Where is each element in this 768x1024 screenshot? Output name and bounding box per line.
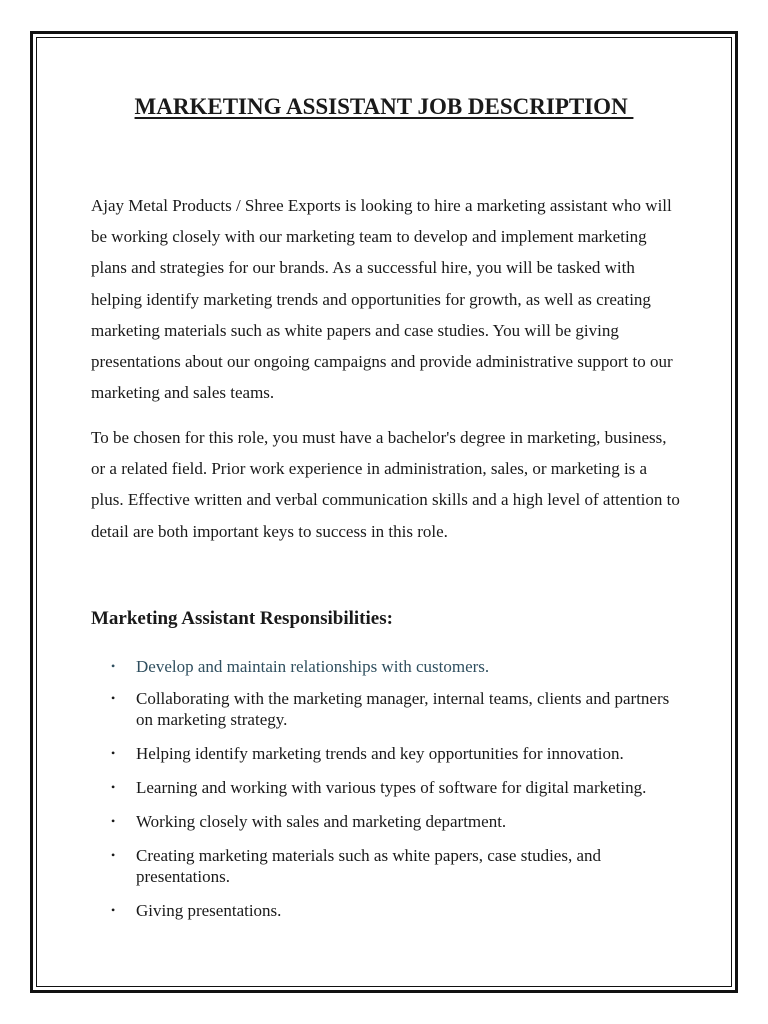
bullet-icon: • <box>111 780 116 794</box>
bullet-icon: • <box>111 746 116 760</box>
responsibilities-heading: Marketing Assistant Responsibilities: <box>91 608 393 629</box>
list-item <box>91 688 681 730</box>
list-item-text: Develop and maintain relationships with customers. <box>136 657 490 676</box>
page-title: MARKETING ASSISTANT JOB DESCRIPTION <box>134 94 634 119</box>
requirements-paragraph: To be chosen for this role, you must have a bachelor's degree in marketing, business, or a related field. Prior work experience in administration, sales, or marketing is a plus. Effective written and verbal communication skills and a high level of attention to detail are both important keys to success in this role. <box>91 428 680 541</box>
list-item <box>91 777 681 798</box>
bullet-icon: • <box>111 691 116 705</box>
responsibilities-list <box>91 656 681 934</box>
bullet-icon: • <box>111 659 116 673</box>
list-item-text: Creating marketing materials such as white papers, case studies, and presentations. <box>136 846 601 886</box>
list-item-text: Helping identify marketing trends and key opportunities for innovation. <box>136 744 624 763</box>
list-item-text: Collaborating with the marketing manager, internal teams, clients and partners on marketing strategy. <box>136 689 670 729</box>
list-item <box>91 743 681 764</box>
list-item <box>91 900 681 921</box>
list-item-text: Learning and working with various types of software for digital marketing. <box>136 778 647 797</box>
list-item <box>91 656 681 677</box>
intro-paragraph: Ajay Metal Products / Shree Exports is looking to hire a marketing assistant who will be working closely with our marketing team to develop and implement marketing plans and strategies for our brands. As a successful hire, you will be tasked with helping identify marketing trends and opportunities for growth, as well as creating marketing materials such as white papers and case studies. You will be giving presentations about our ongoing campaigns and provide administrative support to our marketing and sales teams. <box>91 196 673 403</box>
list-item <box>91 811 681 832</box>
bullet-icon: • <box>111 848 116 862</box>
bullet-icon: • <box>111 814 116 828</box>
list-item-text: Working closely with sales and marketing department. <box>136 812 507 831</box>
bullet-icon: • <box>111 903 116 917</box>
list-item <box>91 845 681 887</box>
list-item-text: Giving presentations. <box>136 901 282 920</box>
